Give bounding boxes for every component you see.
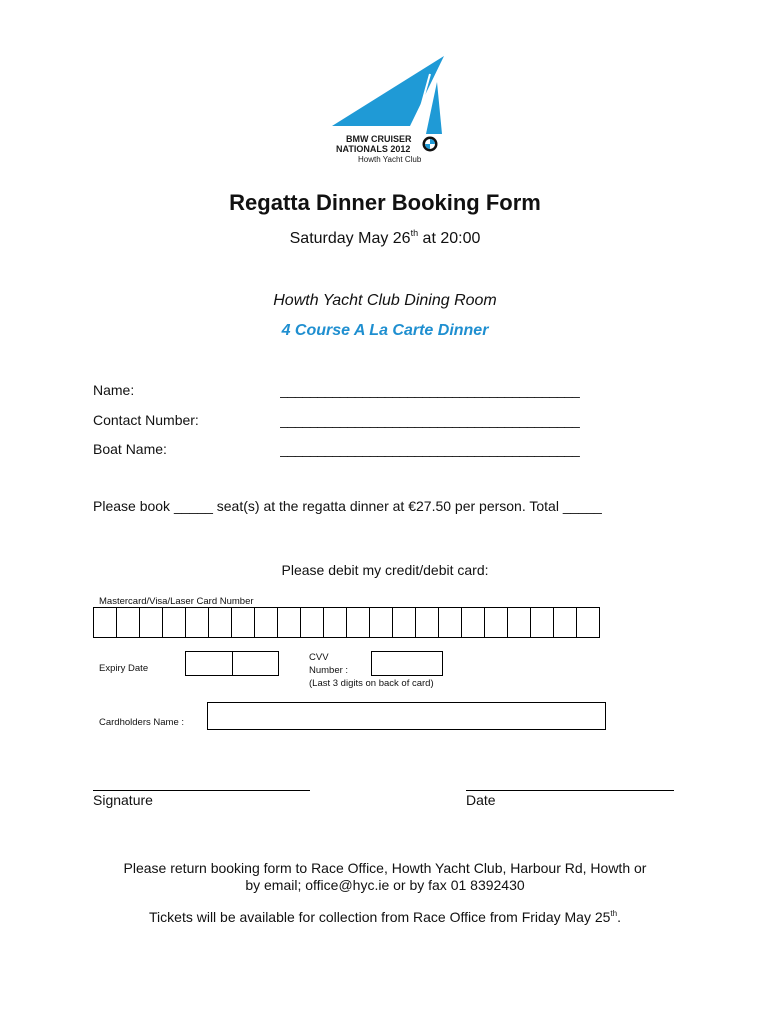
sail-icon: [330, 54, 450, 134]
card-number-label: Mastercard/Visa/Laser Card Number: [99, 596, 254, 607]
card-number-cell[interactable]: [416, 608, 439, 637]
expiry-year-box[interactable]: [233, 652, 279, 675]
expiry-date-field[interactable]: [185, 651, 279, 676]
payment-heading: Please debit my credit/debit card:: [281, 562, 489, 578]
event-date: [0, 228, 770, 248]
date-label: Date: [466, 792, 496, 808]
card-number-cell[interactable]: [577, 608, 600, 637]
name-field[interactable]: ________________________________________: [280, 382, 580, 398]
cardholder-name-label: Cardholders Name :: [99, 717, 185, 728]
cvv-field[interactable]: [371, 651, 443, 676]
date-line[interactable]: [466, 790, 674, 791]
card-number-cell[interactable]: [347, 608, 370, 637]
card-number-cell[interactable]: [370, 608, 393, 637]
logo-line-1: BMW CRUISER: [346, 134, 412, 144]
card-number-cell[interactable]: [232, 608, 255, 637]
card-number-cell[interactable]: [393, 608, 416, 637]
cvv-label-line1: CVV: [309, 652, 329, 663]
logo-line-2: NATIONALS 2012: [336, 144, 411, 154]
card-number-cell[interactable]: [278, 608, 301, 637]
cvv-label-line2: Number :: [309, 665, 349, 676]
tickets-sup: th: [610, 909, 618, 918]
card-number-cell[interactable]: [163, 608, 186, 637]
boat-name-field[interactable]: ________________________________________: [280, 441, 580, 457]
card-number-cell[interactable]: [324, 608, 347, 637]
event-date-sup: th: [410, 228, 419, 238]
signature-line[interactable]: [93, 790, 310, 791]
booking-line[interactable]: Please book _____ seat(s) at the regatta dinner at €27.50 per person. Total _____: [93, 498, 602, 514]
contact-number-field[interactable]: ________________________________________: [280, 412, 580, 428]
page-title: Regatta Dinner Booking Form: [229, 190, 541, 215]
tickets-text: Tickets will be available for collection from Race Office from Friday May 25: [149, 909, 611, 925]
event-date-suffix: at 20:00: [418, 230, 481, 247]
card-number-cell[interactable]: [186, 608, 209, 637]
card-number-cell[interactable]: [117, 608, 140, 637]
return-instructions-line-1: Please return booking form to Race Office, Howth Yacht Club, Harbour Rd, Howth or: [123, 860, 647, 876]
expiry-label: Expiry Date: [99, 663, 149, 674]
card-number-cell[interactable]: [531, 608, 554, 637]
name-label: Name:: [93, 382, 135, 398]
cvv-note: (Last 3 digits on back of card): [309, 678, 434, 689]
contact-number-label: Contact Number:: [93, 412, 199, 428]
card-number-cell[interactable]: [94, 608, 117, 637]
card-number-cell[interactable]: [508, 608, 531, 637]
bmw-roundel-icon: [422, 136, 438, 152]
card-number-cell[interactable]: [485, 608, 508, 637]
logo-line-3: Howth Yacht Club: [358, 155, 422, 164]
dinner-type: 4 Course A La Carte Dinner: [281, 322, 489, 339]
card-number-cell[interactable]: [301, 608, 324, 637]
card-number-cell[interactable]: [209, 608, 232, 637]
event-logo: [330, 54, 450, 166]
signature-label: Signature: [93, 792, 153, 808]
tickets-note: [0, 909, 770, 925]
return-instructions-line-2: by email; office@hyc.ie or by fax 01 8392430: [245, 877, 525, 893]
cardholder-name-field[interactable]: [207, 702, 606, 730]
venue: Howth Yacht Club Dining Room: [273, 292, 497, 309]
card-number-grid[interactable]: [93, 607, 600, 638]
boat-name-label: Boat Name:: [93, 441, 167, 457]
card-number-cell[interactable]: [554, 608, 577, 637]
card-number-cell[interactable]: [462, 608, 485, 637]
card-number-cell[interactable]: [255, 608, 278, 637]
event-date-prefix: Saturday May 26: [289, 230, 411, 247]
card-number-cell[interactable]: [140, 608, 163, 637]
expiry-month-box[interactable]: [186, 652, 233, 675]
card-number-cell[interactable]: [439, 608, 462, 637]
tickets-end: .: [617, 909, 621, 925]
